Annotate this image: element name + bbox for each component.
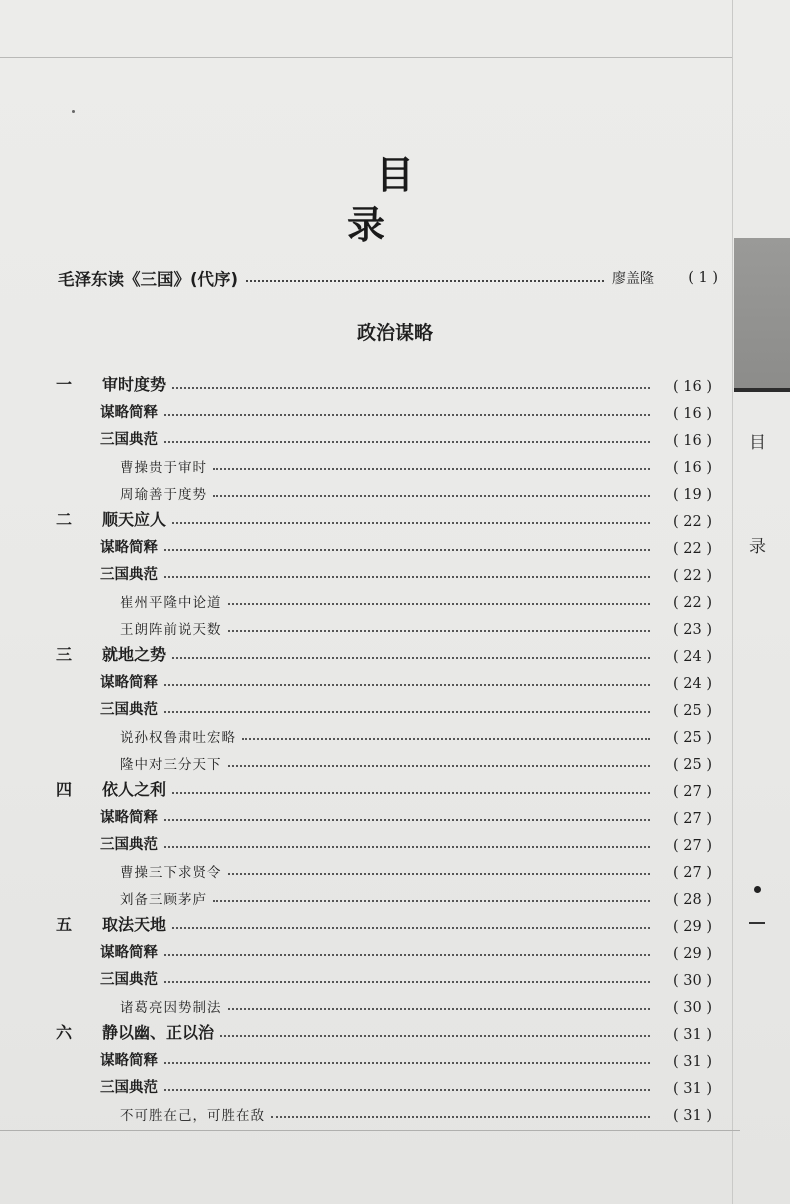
toc-entry-title: 三国典范 — [100, 567, 158, 583]
toc-sub-row[interactable] — [56, 827, 712, 854]
toc-item-row[interactable] — [56, 584, 712, 611]
leader-dots — [164, 711, 650, 713]
page-title: 目 录 — [346, 153, 569, 247]
leader-dots — [213, 900, 650, 902]
chapter-number: 三 — [56, 645, 73, 664]
toc-page-number: ( 27 ) — [673, 784, 712, 800]
toc-chapter-row[interactable] — [56, 908, 712, 935]
toc-entry-title: 说孙权鲁肃吐宏略 — [120, 730, 236, 746]
leader-dots — [228, 873, 651, 875]
toc-sub-row[interactable] — [56, 692, 712, 719]
toc-entry-title: 三国典范 — [100, 837, 158, 853]
section-heading: 政治谋略 — [356, 322, 433, 344]
toc-entry-title: 不可胜在己，可胜在敌 — [120, 1108, 265, 1124]
toc-page-number: ( 16 ) — [673, 460, 712, 476]
leader-dots — [246, 270, 604, 282]
toc-entry-title: 隆中对三分天下 — [120, 757, 222, 773]
chapter-number: 四 — [56, 780, 73, 799]
toc-entry-title: 谋略简释 — [100, 405, 158, 421]
toc-entry-title: 取法天地 — [102, 915, 167, 934]
toc-page-number: ( 25 ) — [673, 757, 712, 773]
toc-page-number: ( 30 ) — [673, 1000, 712, 1016]
toc-entry-title: 审时度势 — [102, 375, 167, 394]
leader-dots — [172, 927, 650, 929]
toc-item-row[interactable] — [56, 854, 712, 881]
toc-entry-title: 三国典范 — [100, 702, 158, 718]
toc-chapter-row[interactable] — [56, 368, 712, 395]
toc-page-number: ( 22 ) — [673, 541, 712, 557]
toc-page-number: ( 24 ) — [673, 649, 712, 665]
toc-entry-title: 谋略简释 — [100, 675, 158, 691]
chapter-number: 六 — [56, 1023, 73, 1042]
toc-sub-row[interactable] — [56, 530, 712, 557]
toc-page-number: ( 30 ) — [673, 973, 712, 989]
toc-entry-title: 崔州平隆中论道 — [120, 595, 222, 611]
toc-entry-title: 静以幽、正以治 — [102, 1023, 215, 1042]
toc-entry-title: 曹操贵于审时 — [120, 460, 207, 476]
toc-entry-title: 谋略简释 — [100, 540, 158, 556]
toc-entry-title: 刘备三顾茅庐 — [120, 892, 207, 908]
toc-page-number: ( 16 ) — [673, 406, 712, 422]
leader-dots — [172, 792, 650, 794]
toc-item-row[interactable] — [56, 611, 712, 638]
toc-page-number: ( 16 ) — [673, 379, 712, 395]
side-thumb-tab — [734, 238, 790, 388]
toc-page-number: ( 29 ) — [673, 946, 712, 962]
leader-dots — [220, 1035, 650, 1037]
chapter-number: 五 — [56, 915, 73, 934]
toc-sub-row[interactable] — [56, 962, 712, 989]
toc-page-number: ( 31 ) — [673, 1027, 712, 1043]
chapter-number: 二 — [56, 510, 73, 529]
toc-entry-title: 谋略简释 — [100, 945, 158, 961]
ink-dot — [72, 110, 75, 113]
page-number-mark — [749, 922, 765, 924]
toc-entry-title: 三国典范 — [100, 972, 158, 988]
toc-item-row[interactable] — [56, 449, 712, 476]
toc-page-number: ( 25 ) — [673, 703, 712, 719]
toc-page-number: ( 31 ) — [673, 1054, 712, 1070]
toc-entry-title: 曹操三下求贤令 — [120, 865, 222, 881]
bottom-rule — [0, 1130, 740, 1131]
toc-sub-row[interactable] — [56, 800, 712, 827]
leader-dots — [228, 1008, 651, 1010]
toc-entry-title: 就地之势 — [102, 645, 167, 664]
leader-dots — [228, 765, 651, 767]
leader-dots — [164, 981, 650, 983]
toc-page-number: ( 16 ) — [673, 433, 712, 449]
toc-page-number: ( 22 ) — [673, 568, 712, 584]
leader-dots — [164, 549, 650, 551]
preface-entry[interactable] — [58, 266, 718, 290]
leader-dots — [172, 522, 650, 524]
leader-dots — [271, 1116, 650, 1118]
toc-entry-title: 谋略简释 — [100, 810, 158, 826]
toc-entry-title: 顺天应人 — [102, 510, 167, 529]
leader-dots — [172, 387, 650, 389]
leader-dots — [164, 819, 650, 821]
leader-dots — [213, 495, 650, 497]
toc-entry-title: 三国典范 — [100, 432, 158, 448]
side-tab-marker — [734, 388, 790, 392]
toc-page-number: ( 29 ) — [673, 919, 712, 935]
toc-sub-row[interactable] — [56, 395, 712, 422]
leader-dots — [242, 738, 650, 740]
toc-item-row[interactable] — [56, 881, 712, 908]
toc-entry-title: 周瑜善于度势 — [120, 487, 207, 503]
leader-dots — [164, 414, 650, 416]
toc-page-number: ( 19 ) — [673, 487, 712, 503]
toc-sub-row[interactable] — [56, 557, 712, 584]
leader-dots — [164, 846, 650, 848]
toc-entry-title: 诸葛亮因势制法 — [120, 1000, 222, 1016]
toc-page-number: ( 23 ) — [673, 622, 712, 638]
toc-entry-title: 三国典范 — [100, 1080, 158, 1096]
toc-page-number: ( 28 ) — [673, 892, 712, 908]
chapter-number: 一 — [56, 375, 73, 394]
toc-chapter-row[interactable] — [56, 1016, 712, 1043]
toc-page-number: ( 27 ) — [673, 865, 712, 881]
toc-item-row[interactable] — [56, 746, 712, 773]
toc-item-row[interactable] — [56, 476, 712, 503]
leader-dots — [228, 603, 651, 605]
leader-dots — [228, 630, 651, 632]
page-edge-line — [732, 0, 733, 1204]
toc-page-number: ( 22 ) — [673, 595, 712, 611]
toc-page-number: ( 31 ) — [673, 1081, 712, 1097]
leader-dots — [172, 657, 650, 659]
leader-dots — [213, 468, 650, 470]
toc-page-number: ( 24 ) — [673, 676, 712, 692]
leader-dots — [164, 1089, 650, 1091]
toc-page-number: ( 27 ) — [673, 838, 712, 854]
leader-dots — [164, 576, 650, 578]
preface-page: ( 1 ) — [688, 270, 718, 286]
toc-entry-title: 谋略简释 — [100, 1053, 158, 1069]
preface-author: 廖盖隆 — [612, 271, 654, 287]
toc-sub-row[interactable] — [56, 1070, 712, 1097]
leader-dots — [164, 441, 650, 443]
toc-page-number: ( 31 ) — [673, 1108, 712, 1124]
toc-sub-row[interactable] — [56, 665, 712, 692]
toc-chapter-row[interactable] — [56, 638, 712, 665]
page-number-dot — [754, 886, 761, 893]
toc-page-number: ( 27 ) — [673, 811, 712, 827]
toc-entry-title: 依人之利 — [102, 780, 167, 799]
toc-sub-row[interactable] — [56, 935, 712, 962]
leader-dots — [164, 1062, 650, 1064]
side-label-1: 目 — [749, 433, 766, 453]
toc-item-row[interactable] — [56, 989, 712, 1016]
toc-item-row[interactable] — [56, 719, 712, 746]
toc-item-row[interactable] — [56, 1097, 712, 1124]
side-label-2: 录 — [749, 537, 766, 557]
toc-entry-title: 王朗阵前说天数 — [120, 622, 222, 638]
toc-chapter-row[interactable] — [56, 773, 712, 800]
toc-chapter-row[interactable] — [56, 503, 712, 530]
leader-dots — [164, 954, 650, 956]
leader-dots — [164, 684, 650, 686]
toc-list — [56, 368, 712, 1124]
toc-sub-row[interactable] — [56, 1043, 712, 1070]
top-rule — [0, 57, 732, 58]
toc-page-number: ( 22 ) — [673, 514, 712, 530]
toc-sub-row[interactable] — [56, 422, 712, 449]
preface-label: 毛泽东读《三国》(代序) — [58, 270, 239, 289]
toc-page-number: ( 25 ) — [673, 730, 712, 746]
